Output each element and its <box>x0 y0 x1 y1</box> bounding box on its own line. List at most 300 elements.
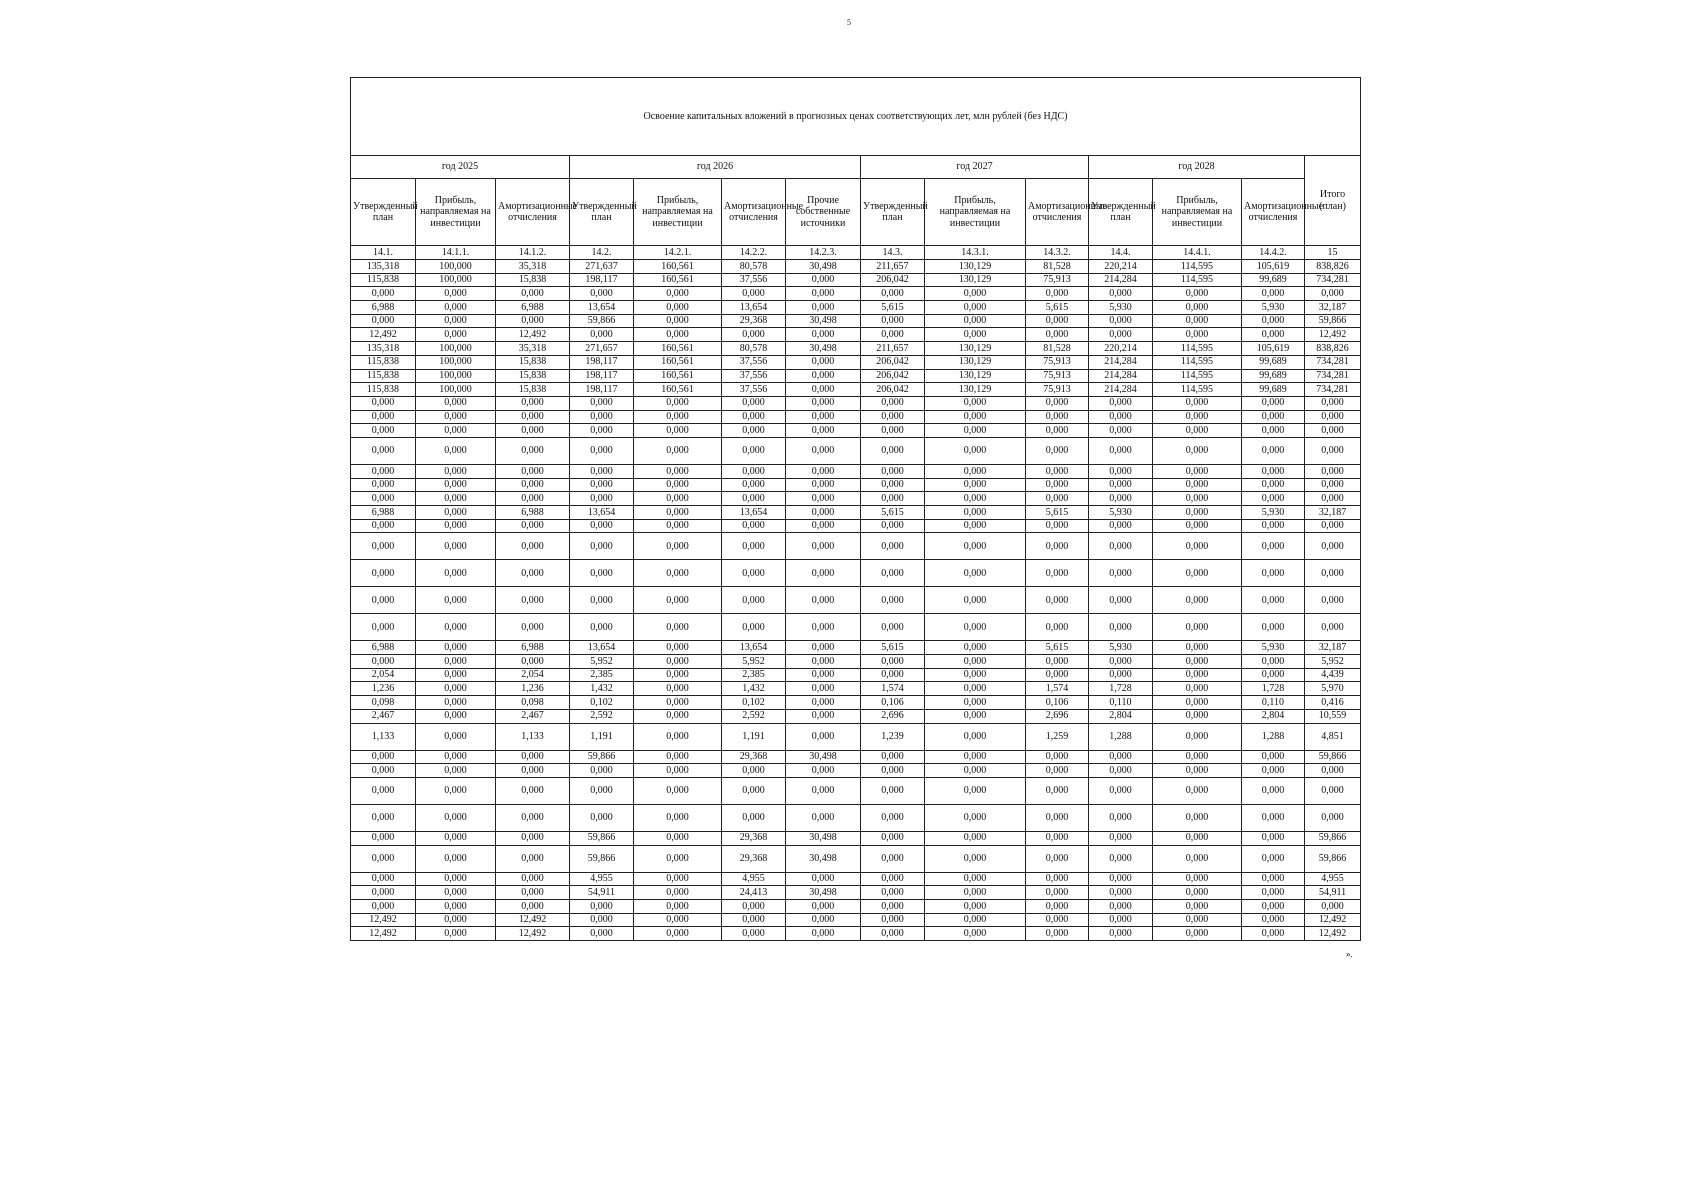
table-cell: 1,236 <box>351 682 416 696</box>
table-cell: 0,000 <box>1089 519 1153 533</box>
table-cell: 0,110 <box>1089 696 1153 710</box>
table-cell: 0,000 <box>786 464 861 478</box>
table-cell: 0,000 <box>722 764 786 778</box>
table-cell: 0,000 <box>1026 410 1089 424</box>
table-cell: 0,000 <box>416 396 496 410</box>
table-cell: 0,000 <box>570 764 634 778</box>
table-row <box>351 845 1361 872</box>
table-cell: 5,930 <box>1242 641 1305 655</box>
table-cell: 0,000 <box>1089 396 1153 410</box>
table-cell: 1,432 <box>570 682 634 696</box>
table-row <box>351 655 1361 669</box>
table-cell: 0,000 <box>925 641 1026 655</box>
table-cell: 0,000 <box>925 764 1026 778</box>
table-cell: 0,000 <box>925 886 1026 900</box>
table-cell: 0,000 <box>861 519 925 533</box>
table-cell: 0,000 <box>1089 899 1153 913</box>
table-cell: 0,000 <box>496 764 570 778</box>
table-cell: 0,000 <box>861 424 925 438</box>
table-cell: 30,498 <box>786 750 861 764</box>
table-cell: 0,000 <box>861 587 925 614</box>
table-cell: 12,492 <box>1305 913 1361 927</box>
table-cell: 0,000 <box>786 492 861 506</box>
table-cell: 0,000 <box>1153 709 1242 723</box>
column-number: 14.2. <box>570 246 634 260</box>
table-cell: 2,804 <box>1242 709 1305 723</box>
table-cell: 0,000 <box>1305 464 1361 478</box>
table-cell: 0,000 <box>634 899 722 913</box>
table-cell: 0,000 <box>722 437 786 464</box>
table-cell: 0,000 <box>1026 533 1089 560</box>
table-cell: 0,000 <box>1305 410 1361 424</box>
end-quote-mark: ». <box>1346 949 1353 959</box>
table-cell: 0,000 <box>634 655 722 669</box>
table-cell: 0,000 <box>416 314 496 328</box>
table-cell: 0,000 <box>1026 614 1089 641</box>
table-cell: 0,000 <box>1026 777 1089 804</box>
table-cell: 1,574 <box>861 682 925 696</box>
table-row <box>351 287 1361 301</box>
table-cell: 0,000 <box>1242 777 1305 804</box>
table-cell: 0,000 <box>722 777 786 804</box>
table-cell: 0,000 <box>1305 777 1361 804</box>
table-cell: 0,000 <box>1153 396 1242 410</box>
table-cell: 15,838 <box>496 369 570 383</box>
table-cell: 130,129 <box>925 342 1026 356</box>
table-cell: 0,000 <box>1089 492 1153 506</box>
table-cell: 0,000 <box>1026 750 1089 764</box>
table-cell: 0,000 <box>1242 668 1305 682</box>
table-cell: 0,000 <box>416 519 496 533</box>
table-cell: 0,000 <box>861 314 925 328</box>
table-cell: 0,416 <box>1305 696 1361 710</box>
table-cell: 0,000 <box>1242 533 1305 560</box>
table-cell: 0,000 <box>1242 519 1305 533</box>
table-cell: 0,000 <box>786 614 861 641</box>
table-cell: 115,838 <box>351 369 416 383</box>
table-cell: 0,000 <box>570 287 634 301</box>
table-cell: 160,561 <box>634 383 722 397</box>
col-header: Прибыль, направляемая на инвестиции <box>925 179 1026 246</box>
col-header: Амортизационные отчисления <box>1026 179 1089 246</box>
table-cell: 0,000 <box>925 328 1026 342</box>
table-cell: 0,000 <box>416 287 496 301</box>
table-cell: 100,000 <box>416 273 496 287</box>
table-cell: 2,054 <box>496 668 570 682</box>
table-cell: 0,000 <box>1305 614 1361 641</box>
table-cell: 0,000 <box>1242 655 1305 669</box>
table-cell: 0,000 <box>861 396 925 410</box>
table-cell: 1,239 <box>861 723 925 750</box>
column-number: 14.1. <box>351 246 416 260</box>
table-cell: 0,000 <box>722 424 786 438</box>
table-cell: 0,000 <box>925 899 1026 913</box>
col-header: Утвержденный план <box>351 179 416 246</box>
table-cell: 0,000 <box>786 328 861 342</box>
table-cell: 30,498 <box>786 314 861 328</box>
table-cell: 0,000 <box>1242 913 1305 927</box>
table-row <box>351 750 1361 764</box>
table-cell: 12,492 <box>351 328 416 342</box>
table-cell: 30,498 <box>786 831 861 845</box>
table-cell: 35,318 <box>496 260 570 274</box>
table-cell: 0,000 <box>416 655 496 669</box>
table-cell: 1,728 <box>1089 682 1153 696</box>
column-number-row <box>351 246 1361 260</box>
table-cell: 0,000 <box>722 287 786 301</box>
table-cell: 0,000 <box>634 519 722 533</box>
table-cell: 0,000 <box>1242 764 1305 778</box>
table-cell: 0,000 <box>925 668 1026 682</box>
table-row <box>351 355 1361 369</box>
table-cell: 0,000 <box>416 709 496 723</box>
table-cell: 0,000 <box>786 641 861 655</box>
table-cell: 0,110 <box>1242 696 1305 710</box>
table-cell: 0,000 <box>925 777 1026 804</box>
table-row <box>351 342 1361 356</box>
table-cell: 0,000 <box>925 750 1026 764</box>
table-cell: 0,000 <box>1153 831 1242 845</box>
table-cell: 0,000 <box>351 478 416 492</box>
table-row <box>351 410 1361 424</box>
table-cell: 0,000 <box>925 696 1026 710</box>
table-cell: 0,000 <box>416 845 496 872</box>
table-cell: 0,000 <box>351 314 416 328</box>
table-cell: 0,000 <box>925 314 1026 328</box>
table-cell: 115,838 <box>351 355 416 369</box>
table-cell: 198,117 <box>570 355 634 369</box>
table-cell: 0,000 <box>1242 899 1305 913</box>
table-cell: 0,000 <box>786 273 861 287</box>
table-cell: 5,930 <box>1242 506 1305 520</box>
table-cell: 0,000 <box>722 913 786 927</box>
column-number: 14.1.1. <box>416 246 496 260</box>
table-cell: 0,000 <box>925 492 1026 506</box>
table-cell: 214,284 <box>1089 383 1153 397</box>
table-cell: 2,385 <box>570 668 634 682</box>
table-cell: 13,654 <box>570 506 634 520</box>
table-cell: 100,000 <box>416 383 496 397</box>
table-cell: 0,000 <box>1089 750 1153 764</box>
table-cell: 0,000 <box>1153 328 1242 342</box>
table-cell: 32,187 <box>1305 301 1361 315</box>
table-cell: 0,000 <box>351 831 416 845</box>
table-cell: 100,000 <box>416 260 496 274</box>
table-cell: 0,000 <box>1242 560 1305 587</box>
table-cell: 0,000 <box>634 668 722 682</box>
table-cell: 59,866 <box>1305 831 1361 845</box>
table-cell: 0,000 <box>496 533 570 560</box>
table-cell: 0,000 <box>351 886 416 900</box>
table-cell: 114,595 <box>1153 273 1242 287</box>
table-cell: 0,000 <box>1026 831 1089 845</box>
column-number: 14.2.2. <box>722 246 786 260</box>
year-header-2028: год 2028 <box>1089 156 1305 179</box>
table-cell: 2,467 <box>496 709 570 723</box>
table-cell: 0,000 <box>722 614 786 641</box>
table-cell: 99,689 <box>1242 355 1305 369</box>
table-cell: 0,000 <box>1026 927 1089 941</box>
table-cell: 0,000 <box>1153 424 1242 438</box>
table-cell: 198,117 <box>570 273 634 287</box>
table-cell: 1,288 <box>1089 723 1153 750</box>
table-cell: 0,000 <box>861 464 925 478</box>
table-row <box>351 383 1361 397</box>
table-cell: 0,000 <box>925 804 1026 831</box>
table-cell: 0,000 <box>1089 845 1153 872</box>
table-cell: 0,000 <box>786 396 861 410</box>
table-cell: 0,106 <box>861 696 925 710</box>
table-cell: 29,368 <box>722 845 786 872</box>
table-cell: 115,838 <box>351 383 416 397</box>
table-cell: 0,000 <box>416 777 496 804</box>
table-cell: 0,000 <box>1026 764 1089 778</box>
column-number: 14.1.2. <box>496 246 570 260</box>
table-cell: 0,000 <box>925 464 1026 478</box>
table-cell: 0,000 <box>496 519 570 533</box>
table-cell: 0,000 <box>1305 519 1361 533</box>
table-cell: 0,000 <box>1026 424 1089 438</box>
table-cell: 0,000 <box>570 804 634 831</box>
table-row <box>351 831 1361 845</box>
table-row <box>351 492 1361 506</box>
table-cell: 0,000 <box>1026 492 1089 506</box>
table-cell: 0,000 <box>1026 655 1089 669</box>
table-row <box>351 560 1361 587</box>
table-cell: 0,000 <box>1153 872 1242 886</box>
table-cell: 5,970 <box>1305 682 1361 696</box>
table-row <box>351 764 1361 778</box>
table-cell: 5,615 <box>861 506 925 520</box>
table-cell: 0,000 <box>1153 845 1242 872</box>
table-cell: 0,000 <box>351 872 416 886</box>
table-cell: 0,102 <box>722 696 786 710</box>
table-cell: 0,000 <box>1305 804 1361 831</box>
col-header: Утвержденный план <box>1089 179 1153 246</box>
table-cell: 5,952 <box>570 655 634 669</box>
table-cell: 6,988 <box>496 301 570 315</box>
table-cell: 838,826 <box>1305 342 1361 356</box>
table-cell: 0,000 <box>861 410 925 424</box>
table-cell: 0,000 <box>786 383 861 397</box>
table-cell: 0,000 <box>1089 804 1153 831</box>
table-cell: 0,000 <box>1242 314 1305 328</box>
table-cell: 0,000 <box>1153 533 1242 560</box>
table-cell: 0,000 <box>786 287 861 301</box>
table-cell: 0,000 <box>925 614 1026 641</box>
page-number: 5 <box>847 18 851 27</box>
table-row <box>351 641 1361 655</box>
col-header: Утвержденный план <box>861 179 925 246</box>
table-cell: 0,000 <box>786 587 861 614</box>
table-cell: 114,595 <box>1153 369 1242 383</box>
table-cell: 114,595 <box>1153 260 1242 274</box>
table-cell: 1,191 <box>570 723 634 750</box>
table-cell: 5,615 <box>1026 641 1089 655</box>
table-cell: 12,492 <box>351 927 416 941</box>
table-cell: 0,000 <box>1153 410 1242 424</box>
column-number: 15 <box>1305 246 1361 260</box>
table-cell: 0,000 <box>634 410 722 424</box>
table-cell: 0,000 <box>496 750 570 764</box>
table-cell: 0,000 <box>1089 464 1153 478</box>
table-cell: 0,000 <box>351 655 416 669</box>
table-cell: 100,000 <box>416 369 496 383</box>
table-cell: 0,000 <box>496 899 570 913</box>
table-cell: 1,191 <box>722 723 786 750</box>
table-cell: 0,000 <box>351 845 416 872</box>
table-cell: 0,000 <box>925 533 1026 560</box>
table-cell: 0,000 <box>416 587 496 614</box>
table-row <box>351 506 1361 520</box>
table-cell: 135,318 <box>351 342 416 356</box>
table-cell: 1,288 <box>1242 723 1305 750</box>
table-cell: 0,000 <box>1242 872 1305 886</box>
table-cell: 0,000 <box>1242 927 1305 941</box>
table-cell: 0,000 <box>925 831 1026 845</box>
table-cell: 0,000 <box>496 614 570 641</box>
table-cell: 734,281 <box>1305 355 1361 369</box>
table-cell: 0,000 <box>416 750 496 764</box>
table-cell: 24,413 <box>722 886 786 900</box>
table-cell: 37,556 <box>722 369 786 383</box>
table-cell: 54,911 <box>1305 886 1361 900</box>
table-cell: 0,000 <box>1026 845 1089 872</box>
table-cell: 0,000 <box>1026 804 1089 831</box>
table-cell: 0,000 <box>1026 519 1089 533</box>
table-cell: 0,000 <box>1242 396 1305 410</box>
table-cell: 0,000 <box>786 764 861 778</box>
table-cell: 0,000 <box>634 696 722 710</box>
table-cell: 0,000 <box>722 519 786 533</box>
table-cell: 0,000 <box>634 886 722 900</box>
table-cell: 0,000 <box>634 560 722 587</box>
table-cell: 0,000 <box>1089 831 1153 845</box>
table-cell: 12,492 <box>351 913 416 927</box>
table-cell: 214,284 <box>1089 273 1153 287</box>
table-cell: 1,432 <box>722 682 786 696</box>
table-cell: 0,000 <box>1089 314 1153 328</box>
table-cell: 0,000 <box>925 519 1026 533</box>
table-cell: 0,000 <box>1153 655 1242 669</box>
table-cell: 0,000 <box>570 614 634 641</box>
table-cell: 2,592 <box>570 709 634 723</box>
table-cell: 5,952 <box>1305 655 1361 669</box>
table-cell: 29,368 <box>722 314 786 328</box>
table-cell: 0,000 <box>634 437 722 464</box>
table-cell: 0,000 <box>570 464 634 478</box>
table-cell: 1,133 <box>351 723 416 750</box>
table-row <box>351 804 1361 831</box>
table-cell: 12,492 <box>496 927 570 941</box>
table-cell: 206,042 <box>861 355 925 369</box>
table-cell: 0,000 <box>416 723 496 750</box>
table-row <box>351 587 1361 614</box>
table-cell: 6,988 <box>496 641 570 655</box>
table-row <box>351 682 1361 696</box>
table-cell: 4,955 <box>1305 872 1361 886</box>
table-cell: 15,838 <box>496 273 570 287</box>
table-cell: 220,214 <box>1089 260 1153 274</box>
table-cell: 0,000 <box>496 492 570 506</box>
table-cell: 0,000 <box>570 478 634 492</box>
table-cell: 0,000 <box>1242 492 1305 506</box>
table-row <box>351 777 1361 804</box>
table-row <box>351 478 1361 492</box>
table-cell: 0,000 <box>634 804 722 831</box>
table-cell: 0,000 <box>1153 492 1242 506</box>
table-cell: 0,000 <box>634 831 722 845</box>
table-cell: 0,000 <box>786 872 861 886</box>
table-cell: 0,000 <box>496 314 570 328</box>
table-cell: 1,259 <box>1026 723 1089 750</box>
table-cell: 0,000 <box>634 723 722 750</box>
table-cell: 0,000 <box>634 492 722 506</box>
table-cell: 59,866 <box>1305 314 1361 328</box>
table-cell: 0,000 <box>1026 587 1089 614</box>
table-cell: 0,000 <box>1153 587 1242 614</box>
table-cell: 5,615 <box>861 301 925 315</box>
table-cell: 0,000 <box>1089 777 1153 804</box>
table-cell: 0,000 <box>1305 287 1361 301</box>
table-cell: 0,000 <box>1153 764 1242 778</box>
table-cell: 0,000 <box>416 328 496 342</box>
table-cell: 59,866 <box>1305 750 1361 764</box>
column-number: 14.3. <box>861 246 925 260</box>
table-cell: 0,000 <box>861 478 925 492</box>
table-cell: 0,000 <box>722 396 786 410</box>
table-cell: 0,000 <box>1089 764 1153 778</box>
table-cell: 0,000 <box>416 437 496 464</box>
table-cell: 0,000 <box>1026 287 1089 301</box>
table-cell: 0,000 <box>570 587 634 614</box>
table-cell: 0,000 <box>925 872 1026 886</box>
table-cell: 0,000 <box>416 764 496 778</box>
table-cell: 0,000 <box>722 899 786 913</box>
table-cell: 0,000 <box>634 396 722 410</box>
table-cell: 0,000 <box>861 560 925 587</box>
column-number: 14.2.1. <box>634 246 722 260</box>
table-cell: 80,578 <box>722 260 786 274</box>
table-cell: 0,000 <box>351 764 416 778</box>
table-cell: 0,000 <box>351 899 416 913</box>
table-cell: 0,000 <box>861 804 925 831</box>
col-header: Амортизационные отчисления <box>722 179 786 246</box>
table-cell: 0,000 <box>925 301 1026 315</box>
table-cell: 838,826 <box>1305 260 1361 274</box>
table-cell: 0,000 <box>416 927 496 941</box>
table-cell: 0,000 <box>351 614 416 641</box>
table-cell: 0,000 <box>351 560 416 587</box>
table-cell: 0,000 <box>634 506 722 520</box>
table-cell: 0,000 <box>634 314 722 328</box>
table-cell: 0,000 <box>786 560 861 587</box>
table-cell: 206,042 <box>861 383 925 397</box>
table-cell: 37,556 <box>722 355 786 369</box>
table-row <box>351 260 1361 274</box>
table-cell: 13,654 <box>570 301 634 315</box>
table-row <box>351 899 1361 913</box>
table-row <box>351 696 1361 710</box>
table-cell: 0,102 <box>570 696 634 710</box>
table-cell: 0,000 <box>351 464 416 478</box>
table-cell: 0,000 <box>1026 913 1089 927</box>
table-cell: 0,000 <box>722 410 786 424</box>
table-cell: 0,000 <box>1153 696 1242 710</box>
table-cell: 0,000 <box>925 506 1026 520</box>
table-cell: 0,000 <box>861 287 925 301</box>
table-cell: 0,000 <box>786 437 861 464</box>
